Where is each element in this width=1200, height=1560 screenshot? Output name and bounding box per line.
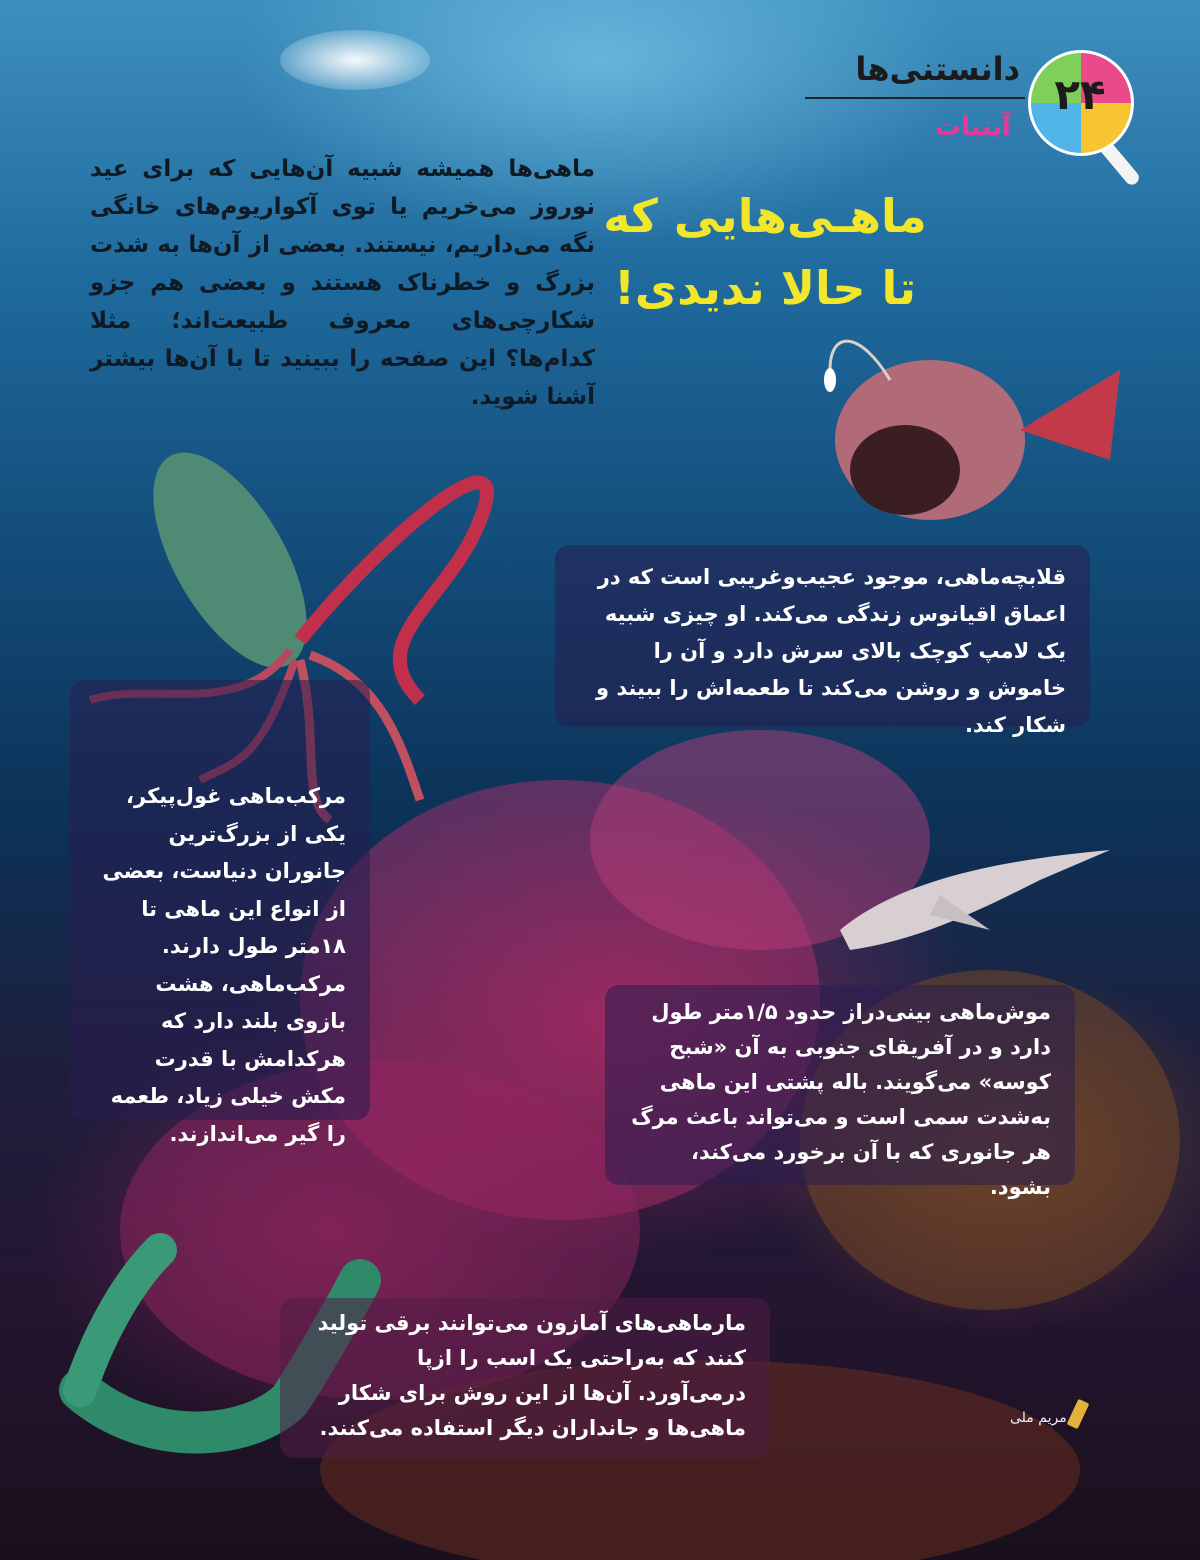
article-title	[595, 180, 935, 324]
anglerfish-fact-box: قلابچه‌ماهی، موجود عجیب‌وغریبی است که در اعماق اقیانوس زندگی می‌کند. او چیزی شبیه یک لامپ کوچک بالای سرش دارد و آن را خاموش و روشن می‌کند تا طعمه‌اش را ببیند و شکار کند.	[555, 545, 1090, 727]
eel-fact-box: مارماهی‌های آمازون می‌توانند برقی تولید کنند که به‌راحتی یک اسب را از‌پا درمی‌آورد. آن‌ها از این روش برای شکار ماهی‌ها و جانداران دیگر استفاده می‌کنند.	[280, 1298, 770, 1458]
section-title: دانستنی‌ها	[855, 50, 1020, 88]
header-divider	[805, 97, 1025, 99]
brand-logo: آبنبات	[935, 112, 1011, 142]
ratfish-fact-box: موش‌ماهی بینی‌دراز حدود ۱/۵متر طول دارد و در آفریقای جنوبی به آن «شبح کوسه» می‌گویند. باله پشتی این ماهی به‌شدت سمی است و می‌تواند باعث مرگ هر جانوری که با آن برخورد می‌کند، بشود.	[605, 985, 1075, 1185]
title-line-1: ماهـی‌هایی که	[603, 189, 927, 243]
page-number: ۲۴	[1054, 70, 1106, 119]
anglerfish-illustration	[824, 341, 1120, 520]
author-credit: مریم ملی	[1010, 1410, 1067, 1426]
title-line-2: تا حالا ندیدی!	[613, 261, 917, 315]
intro-paragraph: ماهی‌ها همیشه شبیه آن‌هایی که برای عید نوروز می‌خریم یا توی آکواریوم‌های خانگی نگه می‌داریم، نیستند. بعضی از آن‌ها به شدت بزرگ و خطرناک هستند و بعضی هم جزو شکارچی‌های معروف طبیعت‌اند؛ مثلا کدام‌ها؟ این صفحه را ببینید تا با آن‌ها بیشتر آشنا شوید.	[90, 156, 595, 410]
squid-fact-box: مرکب‌ماهی غول‌پیکر، یکی از بزرگ‌ترین جانوران دنیاست، بعضی از انواع این ماهی تا ۱۸متر طول دارند. مرکب‌ماهی، هشت بازوی بلند دارد که هرکدامش با قدرت مکش خیلی زیاد، طعمه را گیر می‌اندازند.	[70, 680, 370, 1120]
